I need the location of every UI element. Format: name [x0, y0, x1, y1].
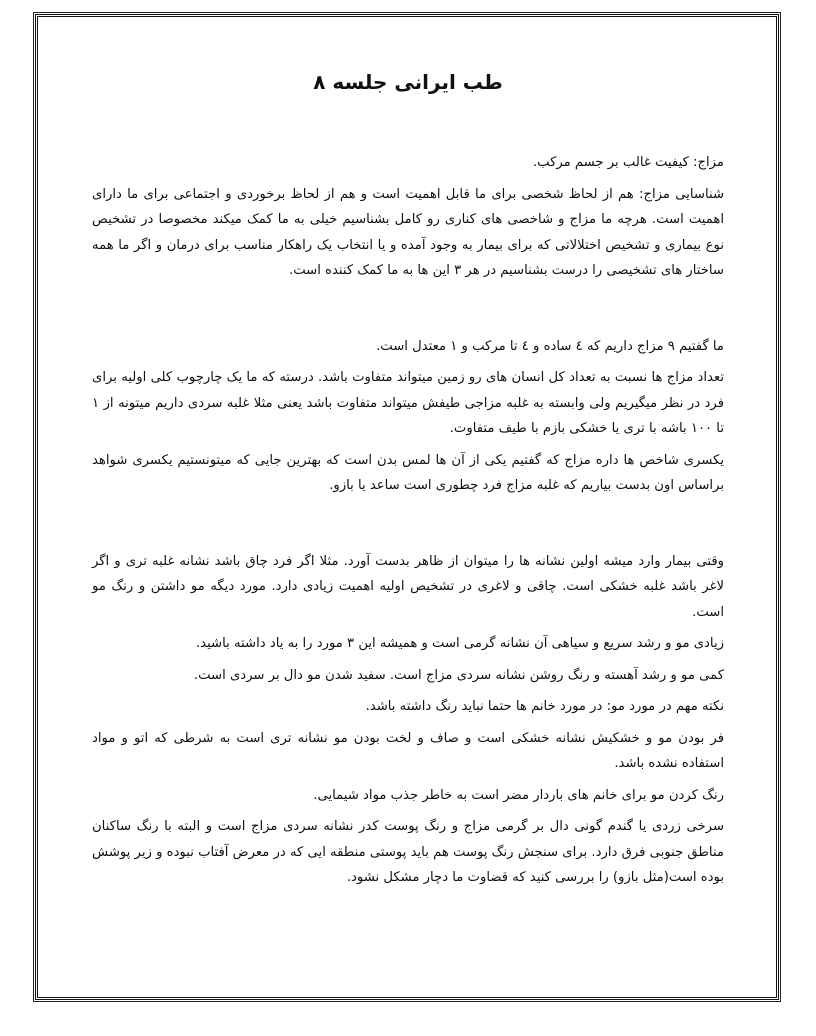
paragraph-temperament-count: تعداد مزاج ها نسبت به تعداد کل انسان های رو زمین میتواند متفاوت باشد. درسته که ما یک چارچوب کلی اولیه برای فرد در نظر میگیریم ولی وابسته به غلبه مزاجی طیفش میتواند متفاوت باشد یعنی مثلا غلبه سردی داریم میتونه از ۱ تا ۱۰۰ باشه با تری یا خشکی بازم با طیف متفاوت. [92, 370, 724, 436]
paragraph-hair-curl: فر بودن مو و خشکیش نشانه خشکی است و صاف و لخت بودن مو نشانه تری است به شرطی که اتو و مواد استفاده نشده باشد. [92, 730, 724, 771]
document-title: طب ایرانی جلسه ۸ [313, 70, 503, 94]
paragraph-skin-color: سرخی زردی یا گندم گونی دال بر گرمی مزاج و رنگ پوست کدر نشانه سردی مزاج است و البته با رنگ ساکنان مناطق جنوبی فرق دارد. برای سنجش رنگ پوست هم باید پوستی منطقه ایی که در معرض آفتاب نبوده و زیر پوشش بوده است(مثل بازو) را بررسی کنید که قضاوت ما دچار مشکل نشود. [92, 819, 724, 885]
paragraph-mizaj-recognition: شناسایی مزاج: هم از لحاظ شخصی برای ما قابل اهمیت است و هم از لحاظ برخوردی و اجتماعی برای ما دارای اهمیت است. هرچه ما مزاج و شاخصی های کناری رو کامل بشناسیم خیلی به ما کمک میکند مخصوصا در تشخیص نوع بیماری و تشخیص اختلالاتی که برای بیمار به وجود آمده و یا انتخاب یک راهکار مناسب برای درمان و اگر ما همه ساختار های تشخیصی را درست بشناسیم در هر ۳ این ها به ما کمک کننده است. [92, 186, 724, 278]
paragraph-nine-temperaments: ما گفتیم ۹ مزاج داریم که ٤ ساده و ٤ تا مرکب و ۱ معتدل است. [376, 338, 724, 354]
document-body [92, 70, 724, 891]
paragraph-appearance: وقتی بیمار وارد میشه اولین نشانه ها را میتوان از ظاهر بدست آورد. مثلا اگر فرد چاق باشد نشانه غلبه تری و اگر لاغر باشد غلبه خشکی است. چاقی و لاغری در تشخیص اولیه اهمیت زیادی دارد. مورد دیگه مو داشتن و رنگ مو است. [92, 553, 724, 620]
paragraph-indicators: یکسری شاخص ها داره مزاج که گفتیم یکی از آن ها لمس بدن است که بهترین جایی که میتونستیم یکسری شواهد براساس اون بدست بیاریم که غلبه مزاج فرد چطوری است ساعد یا بازو. [92, 452, 724, 493]
paragraph-hair-note: نکته مهم در مورد مو: در مورد خانم ها حتما نباید رنگ داشته باشد. [365, 699, 724, 714]
paragraph-hair-dye: رنگ کردن مو برای خانم های باردار مضر است به خاطر جذب مواد شیمایی. [313, 787, 724, 803]
paragraph-hair-warmth: زیادی مو و رشد سریع و سیاهی آن نشانه گرمی است و همیشه این ۳ مورد را به یاد داشته باشید. [195, 636, 724, 651]
paragraph-mizaj-definition: مزاج: کیفیت غالب بر جسم مرکب. [532, 155, 724, 170]
paragraph-hair-coldness: کمی مو و رشد آهسته و رنگ روشن نشانه سردی مزاج است. سفید شدن مو دال بر سردی است. [193, 667, 724, 683]
